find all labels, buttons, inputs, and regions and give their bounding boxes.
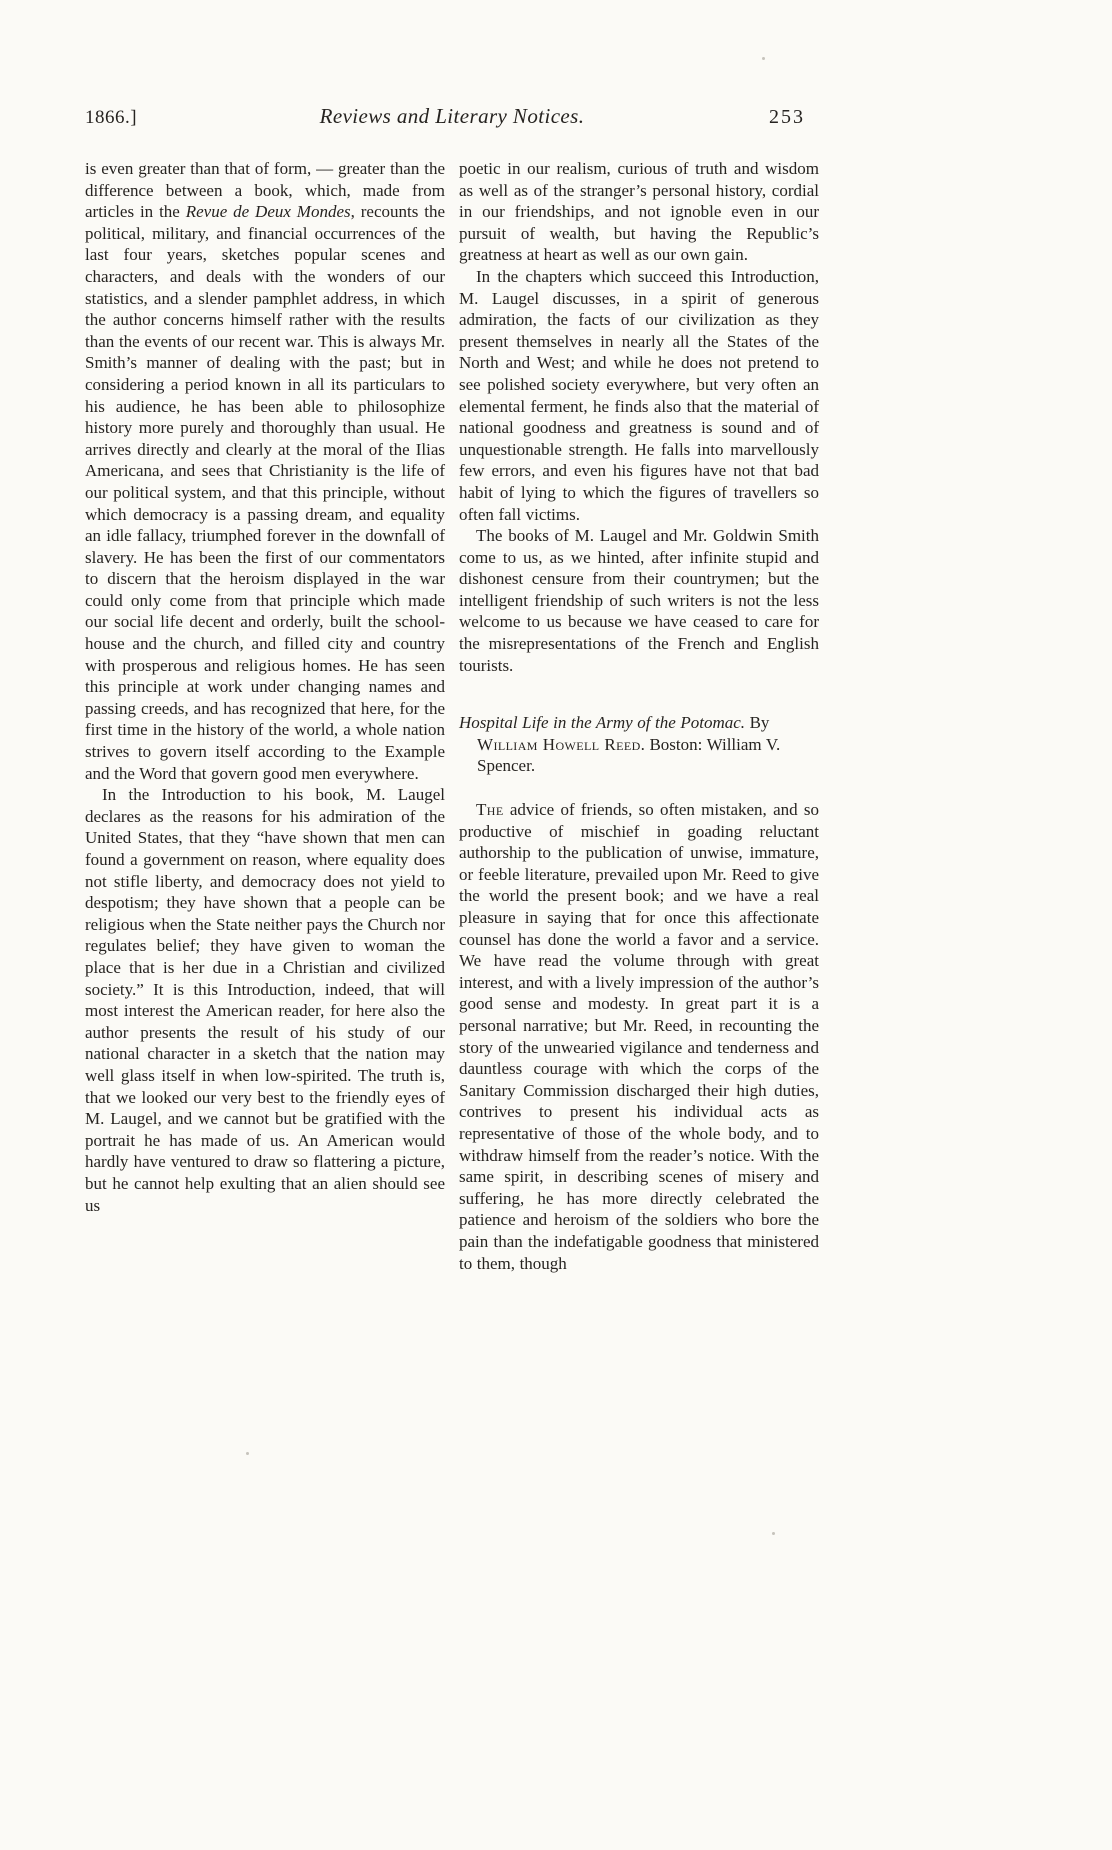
- paragraph: [85, 784, 445, 1216]
- scan-speck: [246, 1452, 249, 1455]
- scan-speck: [762, 57, 765, 60]
- paragraph: [459, 525, 819, 676]
- left-column: [85, 158, 445, 1274]
- running-title: Reviews and Literary Notices.: [319, 104, 585, 128]
- two-column-text: [85, 158, 819, 1274]
- scan-speck: [772, 1532, 775, 1535]
- italic-text: Revue de Deux Mondes: [185, 202, 351, 222]
- text-run: In the chapters which succeed this Introduction, M. Laugel discusses, in a spirit of generous admiration, the facts of our civilization as they present themselves in nearly all the States of the North and West; and while he does not pretend to see polished society everywhere, but very often an elemental ferment, he finds also that the material of national goodness and greatness is sound and of unquestionable strength. He falls into marvellously few errors, and even his figures have not that bad habit of lying to which the figures of travellers so often fall victims.: [459, 266, 819, 524]
- text-run: In the Introduction to his book, M. Laugel declares as the reasons for his admiration of the United States, that they “have shown that men can found a government on reason, where equality does not stifle liberty, and democracy does not yield to despotism; they have shown that a people can be religious when the State neither pays the Church nor regulates belief; they have given to woman the place that is her due in a Christian and civilized society.” It is this Introduction, indeed, that will most interest the American reader, for here also the author presents the result of his study of our national character in a sketch that the nation may well glass itself in when low-spirited. The truth is, that we looked our very best to the friendly eyes of M. Laugel, and we cannot but be gratified with the portrait he has made of us. An American would hardly have ventured to draw so flattering a picture, but he cannot help exulting that an alien should see us: [85, 785, 445, 1215]
- text-run: By: [745, 713, 770, 733]
- page-header: [85, 104, 819, 129]
- paragraph: [85, 158, 445, 784]
- italic-text: Hospital Life in the Army of the Potomac.: [459, 713, 746, 733]
- book-citation: [459, 712, 819, 777]
- paragraph: [459, 158, 819, 266]
- right-column: [459, 158, 819, 1274]
- text-run: The books of M. Laugel and Mr. Goldwin Smith come to us, as we hinted, after infinite stupid and dishonest censure from their countrymen; but the intelligent friendship of such writers is not the less welcome to us because we have ceased to care for the misrepresentations of the French and English tourists.: [459, 526, 819, 675]
- text-run: advice of friends, so often mistaken, and so productive of mischief in goading reluctant authorship to the publication of unwise, immature, or feeble literature, prevailed upon Mr. Reed to give the world the present book; and we have a real pleasure in saying that for once this affectionate counsel has done the world a favor and a service. We have read the volume through with great interest, and with a lively impression of the author’s good sense and modesty. In great part it is a personal narrative; but Mr. Reed, in recounting the story of the unwearied vigilance and tenderness and dauntless courage with which the corps of the Sanitary Commission discharged their high duties, contrives to present his individual acts as representative of those of the whole body, and to withdraw himself from the reader’s notice. With the same spirit, in describing scenes of misery and suffering, he has more directly celebrated the patience and heroism of the soldiers who bore the pain than the indefatigable goodness that ministered to them, though: [459, 800, 819, 1273]
- text-run: poetic in our realism, curious of truth and wisdom as well as of the stranger’s personal history, cordial in our friendships, and not ignoble even in our pursuit of wealth, but having the Republic’s greatness at heart as well as our own gain.: [459, 159, 819, 265]
- volume-year: 1866.]: [85, 107, 138, 128]
- smallcaps-text: The: [476, 800, 504, 820]
- text-run: is even greater than that of form, — greater than the difference between a book, which, made from articles in the: [85, 159, 445, 222]
- page-number: 253: [769, 106, 805, 128]
- paragraph: [459, 266, 819, 525]
- text-run: , recounts the political, military, and financial occurrences of the last four years, sketches popular scenes and characters, and deals with the wonders of our statistics, and a slender pamphlet address, in which the author concerns himself rather with the results than the events of our recent war. This is always Mr. Smith’s manner of dealing with the past; but in considering a period known in all its particulars to his audience, he has been able to philosophize history more purely and thoroughly than usual. He arrives directly and clearly at the moral of the Ilias Americana, and sees that Christianity is the life of our political system, and that this principle, without which democracy is a passing dream, and equality an idle fallacy, triumphed forever in the downfall of slavery. He has been the first of our commentators to discern that the heroism displayed in the war could only come from that principle which made our social life decent and orderly, built the school-house and the church, and filled city and country with prosperous and religious homes. He has seen this principle at work under changing names and passing creeds, and has recognized that here, for the first time in the history of the world, a whole nation strives to govern itself according to the Example and the Word that govern good men everywhere.: [85, 202, 445, 783]
- text-run: . Boston: William V. Spencer.: [477, 734, 781, 776]
- paragraph: [459, 799, 819, 1274]
- smallcaps-text: William Howell Reed: [477, 734, 641, 754]
